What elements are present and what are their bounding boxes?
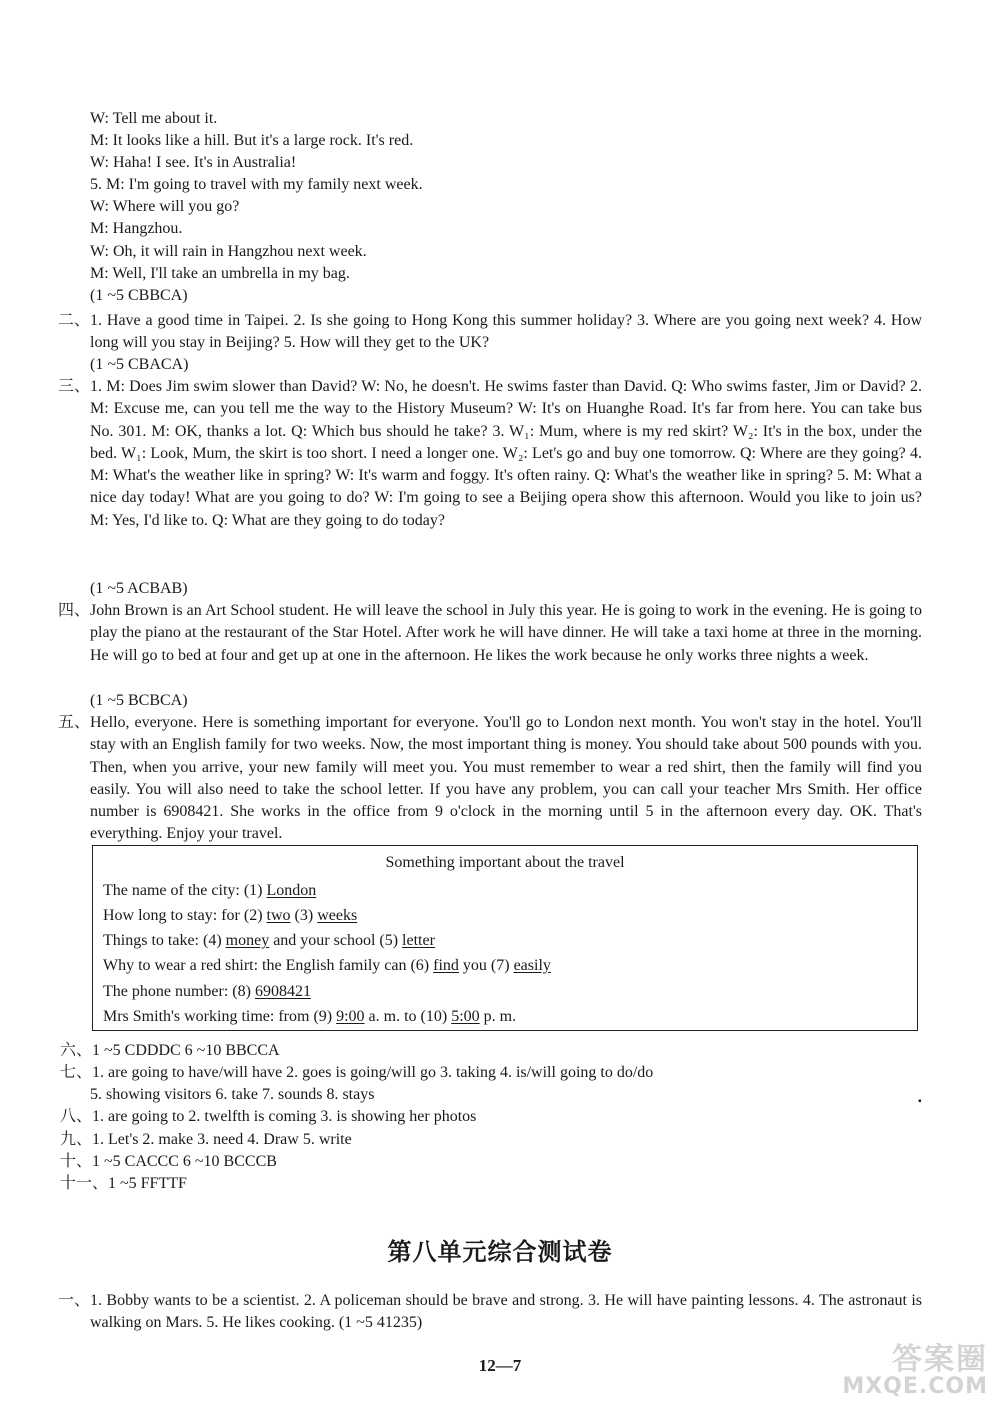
watermark-logo [816,1334,992,1404]
answer-time-to: 5:00 [451,1008,480,1025]
answer-phone: 6908421 [254,983,311,1000]
answer-key: (1 ~5 BCBCA) [90,692,188,709]
box-row-phone [103,981,311,1003]
section-5 [58,712,922,846]
section-label: 一、 [58,1292,91,1309]
dialog-line: 5. M: I'm going to travel with my family next week. [90,176,423,193]
answer-line: 七、1. are going to have/will have 2. goes is going/will go 3. taking 4. is/will going to do/do [60,1064,654,1081]
row-label: How long to stay: for (2) [103,907,267,924]
dialog-line: W: Haha! I see. It's in Australia! [90,154,297,171]
section-text: 1. Bobby wants to be a scientist. 2. A policeman should be brave and strong. 3. He will have painting lessons. 4. The astronaut is walking on Mars. 5. He likes cooking. (1 ~5 41235) [90,1292,922,1332]
box-row-city [103,880,316,902]
answer-why-1: find [433,957,459,974]
travel-info-box [92,845,918,1031]
answer-line: 十一、1 ~5 FFTTF [60,1175,187,1192]
answer-why-2: easily [513,957,551,974]
dialog-line: M: Well, I'll take an umbrella in my bag. [90,265,350,282]
section-text: 1. M: Does Jim swim slower than David? W: No, he doesn't. He swims faster than David. Q: Who swims faster, Jim or David? 2. M: Excuse me, can you tell me the way to the History Museum? W: It's on Huanghe Road. It's far from here. You can take bus No. 301. M: OK, thanks a lot. Q: Which bus should he take? 3. W₁: Mum, where is my red skirt? W₂: It's in the box, under the bed. W₁: Look, Mum, the skirt is too short. I need a longer one. W₂: Let's go and buy one tomorrow. Q: Where are they going? 4. M: What's the weather like in spring? W: It's warm and foggy. It's often rainy. Q: What's the weather like in spring? 5. M: What a nice day today! What are you going to do? W: I'm going to see a Beijing opera show this afternoon. Would you like to join us? M: Yes, I'd like to. Q: What are they going to do today? [90,378,922,529]
row-label: The phone number: (8) [103,983,255,1000]
row-label: The name of the city: (1) [103,882,267,899]
watermark-url: MXQE.COM [842,1374,988,1399]
dialog-line: W: Tell me about it. [90,110,218,127]
row-label: Things to take: (4) [103,932,226,949]
dialog-line: M: It looks like a hill. But it's a large rock. It's red. [90,132,414,149]
row-label: Mrs Smith's working time: from (9) [103,1008,337,1025]
box-row-time [103,1006,516,1028]
box-title: Something important about the travel [385,854,625,871]
answer-line: 5. showing visitors 6. take 7. sounds 8. stays [90,1086,375,1103]
answer-key: (1 ~5 CBBCA) [90,287,188,304]
watermark-text: 答案圈 [892,1342,988,1377]
page-number: 12—7 [478,1356,522,1375]
box-row-take [103,930,435,952]
section-text: John Brown is an Art School student. He will leave the school in July this year. He is going to work in the evening. He is going to play the piano at the restaurant of the Star Hotel. After work he will have dinner. He will take a taxi home at three in the morning. He will go to bed at four and get up at one in the afternoon. He likes the work because he only works three nights a week. [90,602,922,664]
section-label: 三、 [58,378,91,395]
box-row-stay [103,905,357,927]
dialog-line: W: Where will you go? [90,198,240,215]
section-label: 五、 [58,714,91,731]
box-row-why [103,955,551,977]
section-label: 二、 [58,312,91,329]
answer-take-1: money [225,932,270,949]
unit8-section-1 [58,1290,922,1335]
dialog-line: W: Oh, it will rain in Hangzhou next week. [90,243,367,260]
dialog-line: M: Hangzhou. [90,220,183,237]
answer-key: (1 ~5 CBACA) [90,356,189,373]
row-text: a. m. to (10) [364,1008,452,1025]
row-text: and your school (5) [269,932,403,949]
row-text: you (7) [458,957,514,974]
answer-stay-unit: weeks [317,907,358,924]
answer-time-from: 9:00 [336,1008,365,1025]
row-text: p. m. [479,1008,517,1025]
answer-line: 九、1. Let's 2. make 3. need 4. Draw 5. write [60,1131,352,1148]
section-2 [58,310,922,355]
answer-city: London [266,882,317,899]
section-label: 四、 [58,602,91,619]
answer-line: 八、1. are going to 2. twelfth is coming 3. is showing her photos [60,1108,477,1125]
section-text: 1. Have a good time in Taipei. 2. Is she going to Hong Kong this summer holiday? 3. Where are you going next week? 4. How long will you stay in Beijing? 5. How will they get to the UK? [90,312,922,352]
row-text: (3) [290,907,318,924]
answer-key: (1 ~5 ACBAB) [90,580,188,597]
section-text: Hello, everyone. Here is something important for everyone. You'll go to London next month. You won't stay in the hotel. You'll stay with an English family for two weeks. Now, the most important thing is money. You should take about 500 pounds with you. Then, when you arrive, your new family will meet you. You must remember to wear a red shirt, then the family will find you easily. You will also need to take the school letter. If you have any problem, you can call your teacher Mrs Smith. Her office number is 6908421. She works in the office from 9 o'clock in the morning until 5 in the afternoon every day. OK. That's everything. Enjoy your travel. [90,714,922,843]
section-3 [58,376,922,532]
answer-take-2: letter [402,932,435,949]
answer-line: 十、1 ~5 CACCC 6 ~10 BCCCB [60,1153,277,1170]
answer-line: 六、1 ~5 CDDDC 6 ~10 BBCCA [60,1042,280,1059]
unit-heading: 第八单元综合测试卷 [387,1238,613,1266]
answer-stay-num: two [266,907,291,924]
row-label: Why to wear a red shirt: the English family can (6) [103,957,434,974]
stray-mark: ▪ [918,1096,922,1107]
section-4 [58,600,922,667]
